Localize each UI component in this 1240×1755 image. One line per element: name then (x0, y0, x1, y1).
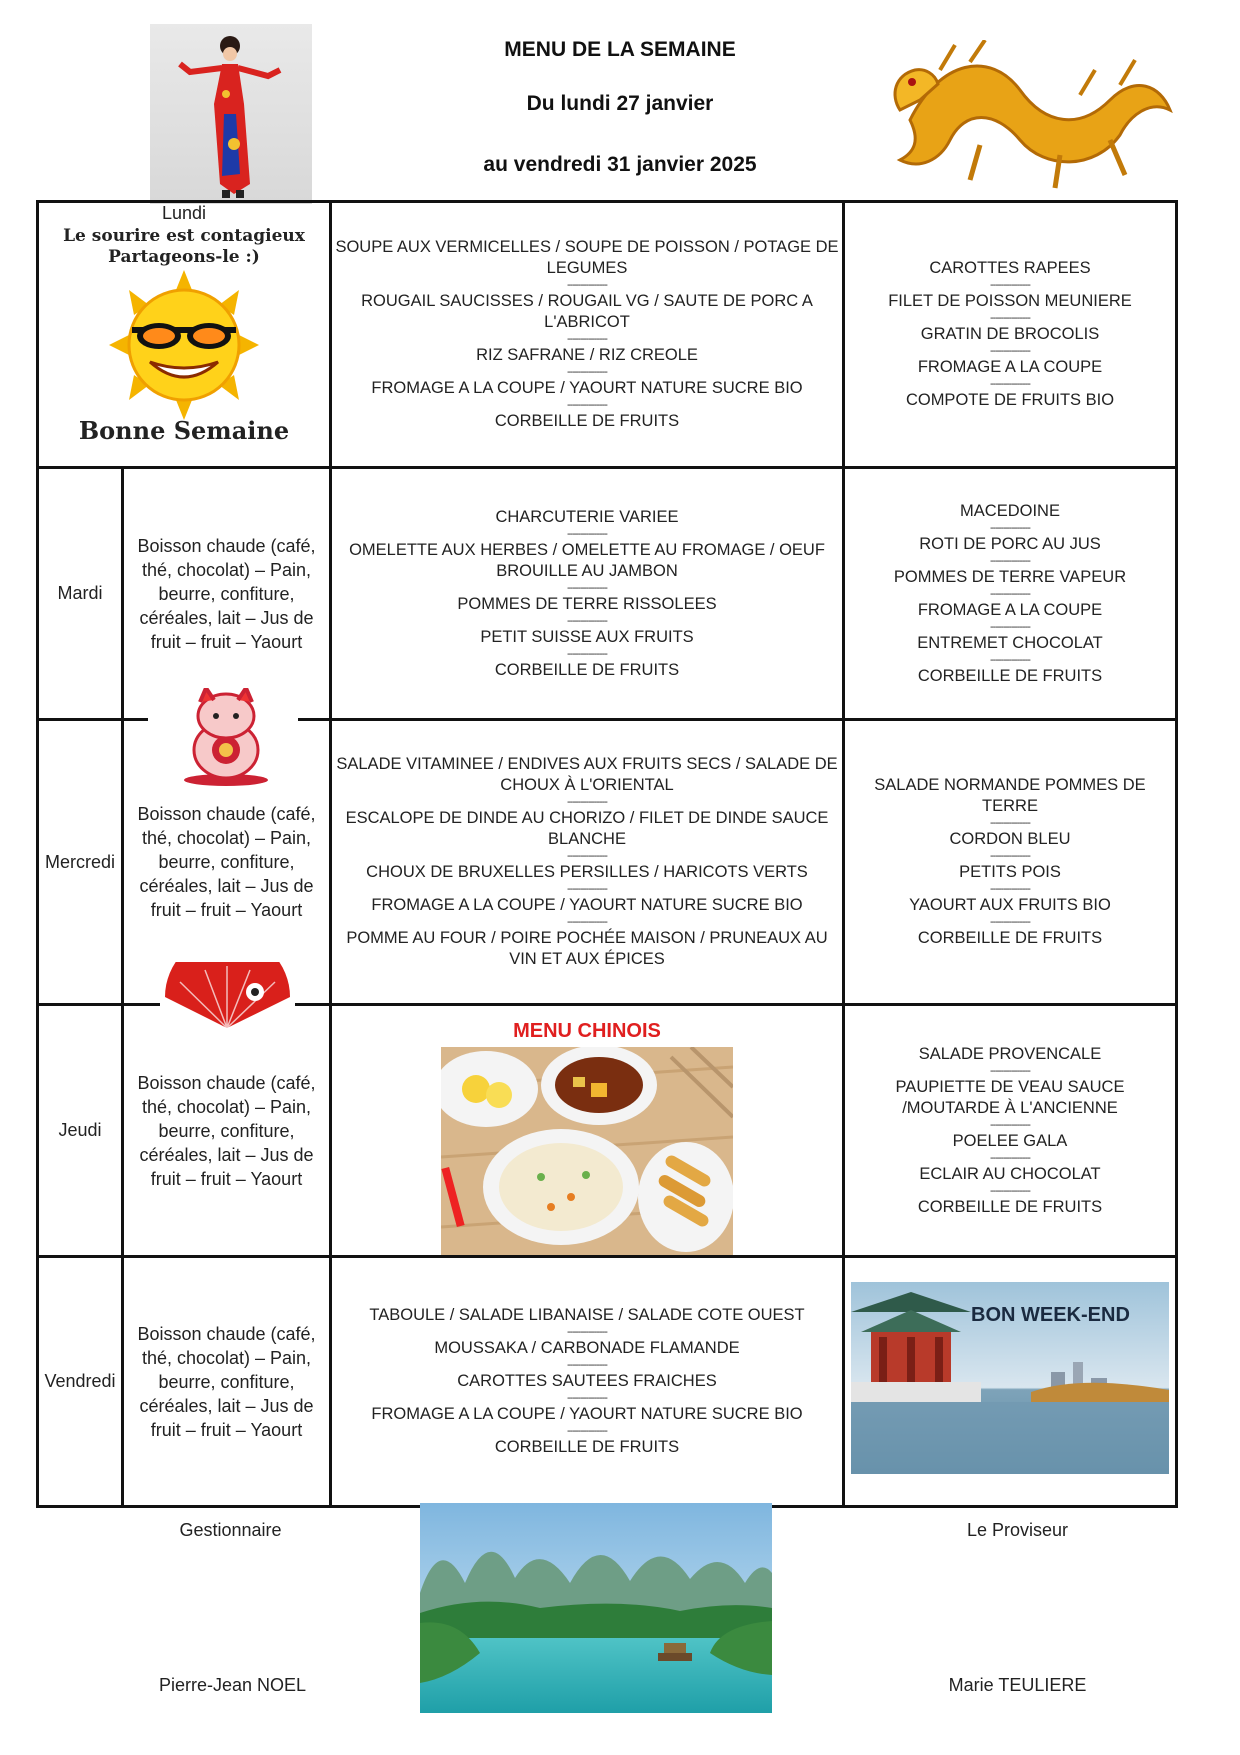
lunch-vendredi (331, 1257, 844, 1507)
menu-item: CORBEILLE DE FRUITS (917, 666, 1103, 685)
row-jeudi (38, 1005, 1177, 1257)
separator: --------------- (567, 796, 607, 808)
menu-item: CAROTTES RAPEES (929, 259, 1091, 277)
separator: --------------- (990, 312, 1030, 324)
menu-item: CHARCUTERIE VARIEE (495, 507, 679, 526)
menu-item: CORBEILLE DE FRUITS (494, 1438, 680, 1456)
menu-item: RIZ SAFRANE / RIZ CREOLE (476, 346, 698, 364)
menu-item: FROMAGE A LA COUPE (917, 358, 1103, 376)
menu-item: OMELETTE AUX HERBES / OMELETTE AU FROMAGE / OEUF BROUILLE AU JAMBON (349, 540, 825, 580)
menu-chinois-title: MENU CHINOIS (513, 1020, 661, 1042)
day-label-jeudi: Jeudi (38, 1005, 123, 1257)
row-mardi (38, 468, 1177, 720)
dinner-jeudi (844, 1005, 1177, 1257)
breakfast-vendredi: Boisson chaude (café, thé, chocolat) – Pain, beurre, confiture, céréales, lait – Jus de fruit – fruit – Yaourt (123, 1257, 331, 1507)
separator: --------------- (990, 1184, 1030, 1197)
separator: --------------- (990, 345, 1030, 357)
separator: --------------- (990, 653, 1030, 666)
menu-item: POMME AU FOUR / POIRE POCHÉE MAISON / PRUNEAUX AU VIN ET AUX ÉPICES (346, 929, 828, 968)
separator: --------------- (990, 554, 1030, 567)
dancer-image (150, 24, 312, 204)
day-label-mardi: Mardi (38, 468, 123, 720)
separator: --------------- (567, 581, 607, 594)
separator: --------------- (990, 279, 1030, 291)
separator: --------------- (567, 399, 607, 411)
separator: --------------- (567, 279, 607, 291)
gestionnaire-name: Pierre-Jean NOEL (158, 1675, 307, 1695)
separator: --------------- (990, 883, 1030, 895)
breakfast-mercredi: Boisson chaude (café, thé, chocolat) – Pain, beurre, confiture, céréales, lait – Jus de fruit – fruit – Yaourt (123, 720, 331, 1005)
menu-item: CORBEILLE DE FRUITS (494, 412, 680, 430)
separator: --------------- (567, 1326, 607, 1338)
menu-item: CHOUX DE BRUXELLES PERSILLES / HARICOTS VERTS (366, 863, 808, 881)
lunch-mercredi (331, 720, 844, 1005)
date-range-start: Du lundi 27 janvier (526, 92, 714, 115)
separator: --------------- (990, 850, 1030, 862)
separator: --------------- (567, 850, 607, 862)
date-range-end: au vendredi 31 janvier 2025 (483, 153, 757, 176)
lundi-cell (38, 202, 331, 468)
menu-item: PAUPIETTE DE VEAU SAUCE /MOUTARDE À L'ANCIENNE (895, 1077, 1125, 1117)
menu-item: CAROTTES SAUTEES FRAICHES (457, 1372, 717, 1390)
lucky-cat-image (148, 688, 298, 788)
menu-item: FROMAGE A LA COUPE / YAOURT NATURE SUCRE BIO (371, 1405, 803, 1423)
fan-image (160, 962, 295, 1034)
menu-item: COMPOTE DE FRUITS BIO (905, 391, 1115, 409)
separator: --------------- (990, 1118, 1030, 1131)
day-label-vendredi: Vendredi (38, 1257, 123, 1507)
separator: --------------- (567, 883, 607, 895)
day-label-lundi: Lundi (161, 203, 207, 223)
dinner-vendredi (844, 1257, 1177, 1507)
menu-item: PETIT SUISSE AUX FRUITS (480, 627, 694, 646)
lunch-lundi (331, 202, 844, 468)
menu-item: FROMAGE A LA COUPE / YAOURT NATURE SUCRE BIO (371, 896, 803, 914)
menu-item: POMMES DE TERRE RISSOLEES (457, 594, 717, 613)
menu-item: CORBEILLE DE FRUITS (917, 929, 1103, 947)
menu-item: POELEE GALA (952, 1131, 1068, 1150)
menu-item: TABOULE / SALADE LIBANAISE / SALADE COTE OUEST (369, 1306, 805, 1324)
gestionnaire-role: Gestionnaire (179, 1520, 282, 1540)
separator: --------------- (567, 614, 607, 627)
separator: --------------- (567, 1392, 607, 1404)
separator: --------------- (990, 587, 1030, 600)
menu-item: CORBEILLE DE FRUITS (494, 660, 680, 679)
separator: --------------- (567, 333, 607, 345)
proviseur-role: Le Proviseur (966, 1520, 1069, 1540)
breakfast-mardi: Boisson chaude (café, thé, chocolat) – Pain, beurre, confiture, céréales, lait – Jus de fruit – fruit – Yaourt (123, 468, 331, 720)
pagoda-image (851, 1282, 1169, 1474)
smiling-sun-icon (84, 270, 284, 420)
menu-item: SALADE VITAMINEE / ENDIVES AUX FRUITS SECS / SALADE DE CHOUX À L'ORIENTAL (336, 755, 838, 794)
menu-item: YAOURT AUX FRUITS BIO (909, 896, 1111, 914)
dinner-mercredi (844, 720, 1177, 1005)
menu-item: ENTREMET CHOCOLAT (917, 633, 1103, 652)
menu-item: ROTI DE PORC AU JUS (919, 534, 1101, 553)
menu-item: ESCALOPE DE DINDE AU CHORIZO / FILET DE DINDE SAUCE BLANCHE (345, 809, 829, 848)
separator: --------------- (990, 378, 1030, 390)
menu-item: SOUPE AUX VERMICELLES / SOUPE DE POISSON / POTAGE DE LEGUMES (335, 238, 839, 277)
bon-weekend-title: BON WEEK-END (971, 1304, 1130, 1326)
dragon-image (880, 40, 1180, 190)
menu-item: SALADE NORMANDE POMMES DE TERRE (874, 776, 1146, 815)
lunch-jeudi (331, 1005, 844, 1257)
menu-item: FROMAGE A LA COUPE / YAOURT NATURE SUCRE BIO (371, 379, 803, 397)
chinese-food-image (441, 1047, 733, 1255)
separator: --------------- (567, 366, 607, 378)
separator: --------------- (567, 916, 607, 928)
separator: --------------- (990, 1151, 1030, 1164)
lunch-mardi (331, 468, 844, 720)
proviseur-name: Marie TEULIERE (948, 1675, 1087, 1695)
separator: --------------- (567, 1359, 607, 1371)
menu-item: FROMAGE A LA COUPE (917, 600, 1103, 619)
menu-item: FILET DE POISSON MEUNIERE (888, 292, 1132, 310)
day-label-mercredi: Mercredi (38, 720, 123, 1005)
menu-item: SALADE PROVENCALE (918, 1044, 1102, 1063)
separator: --------------- (990, 521, 1030, 534)
separator: --------------- (567, 527, 607, 540)
menu-item: MACEDOINE (960, 501, 1060, 520)
separator: --------------- (990, 620, 1030, 633)
menu-item: POMMES DE TERRE VAPEUR (893, 567, 1127, 586)
menu-item: PETITS POIS (959, 863, 1061, 881)
dinner-lundi (844, 202, 1177, 468)
menu-item: ROUGAIL SAUCISSES / ROUGAIL VG / SAUTE DE PORC A L'ABRICOT (361, 292, 813, 331)
menu-item: CORDON BLEU (949, 830, 1071, 848)
sun-bottom-text: Bonne Semaine (78, 416, 290, 445)
separator: --------------- (990, 1064, 1030, 1077)
menu-item: GRATIN DE BROCOLIS (920, 325, 1100, 343)
sun-top-text: Le sourire est contagieux Partageons-le :) (63, 226, 305, 267)
menu-item: MOUSSAKA / CARBONADE FLAMANDE (434, 1339, 740, 1357)
breakfast-jeudi: Boisson chaude (café, thé, chocolat) – Pain, beurre, confiture, céréales, lait – Jus de fruit – fruit – Yaourt (123, 1005, 331, 1257)
separator: --------------- (567, 1425, 607, 1437)
separator: --------------- (990, 817, 1030, 829)
page-title: MENU DE LA SEMAINE (504, 38, 736, 61)
river-landscape-image (420, 1503, 772, 1713)
row-lundi (38, 202, 1177, 468)
row-vendredi (38, 1257, 1177, 1507)
dinner-mardi (844, 468, 1177, 720)
menu-table (36, 200, 1178, 1508)
separator: --------------- (990, 916, 1030, 928)
menu-item: ECLAIR AU CHOCOLAT (919, 1164, 1101, 1183)
separator: --------------- (567, 647, 607, 660)
menu-item: CORBEILLE DE FRUITS (917, 1197, 1103, 1216)
